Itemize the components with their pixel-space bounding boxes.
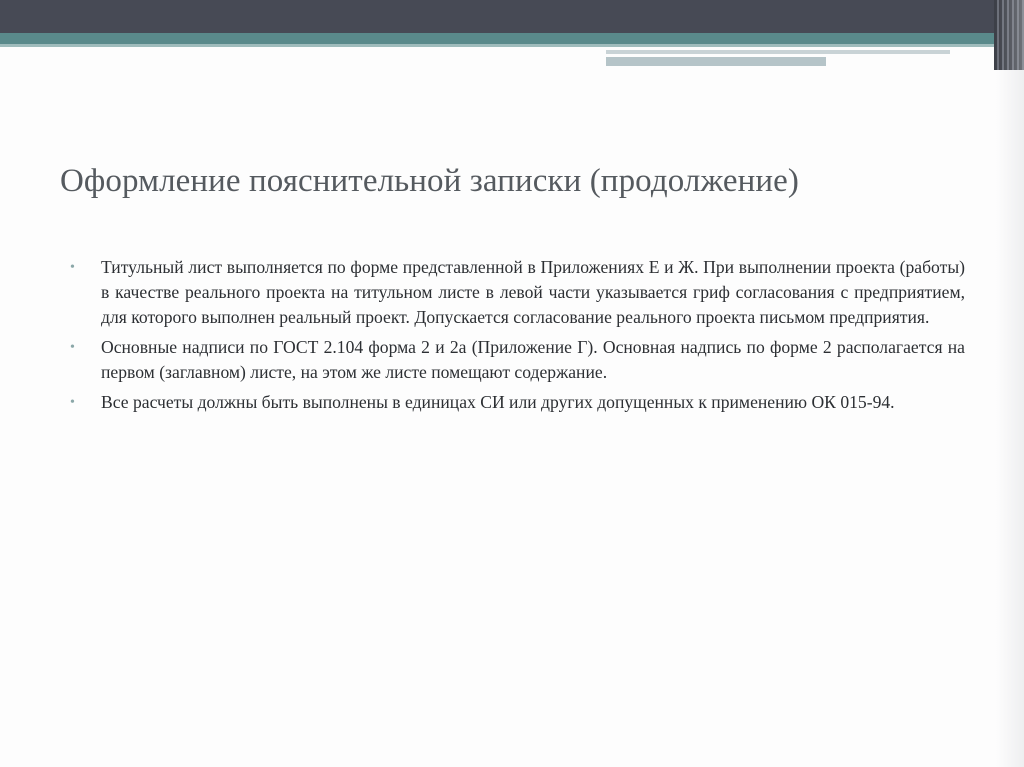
bullet-text: Основные надписи по ГОСТ 2.104 форма 2 и 2а (Приложение Г). Основная надпись по форме 2 располагается на первом (заглавном) листе, на этом же листе помещают содержание. xyxy=(101,337,965,382)
header-band-light xyxy=(0,44,1024,47)
bullet-icon: • xyxy=(70,395,75,410)
header-band-dark xyxy=(0,0,1024,33)
bullet-item xyxy=(70,335,965,385)
bullet-icon: • xyxy=(70,260,75,275)
bullet-text: Титульный лист выполняется по форме представленной в Приложениях Е и Ж. При выполнении проекта (работы) в качестве реального проекта на титульном листе в левой части указывается гриф согласования с предприятием, для которого выполнен реальный проект. Допускается согласование реального проекта письмом предприятия. xyxy=(101,257,965,327)
slide-title: Оформление пояснительной записки (продолжение) xyxy=(60,163,800,199)
bullet-list xyxy=(70,255,965,420)
bullet-item xyxy=(70,255,965,330)
slide-edge-shadow xyxy=(996,0,1024,767)
header-accent-bar xyxy=(606,50,950,54)
bullet-item xyxy=(70,390,965,415)
header-accent-bar xyxy=(606,57,826,66)
bullet-icon: • xyxy=(70,340,75,355)
header-band-teal xyxy=(0,33,1024,44)
bullet-text: Все расчеты должны быть выполнены в единицах СИ или других допущенных к применению ОК 015-94. xyxy=(101,392,895,412)
